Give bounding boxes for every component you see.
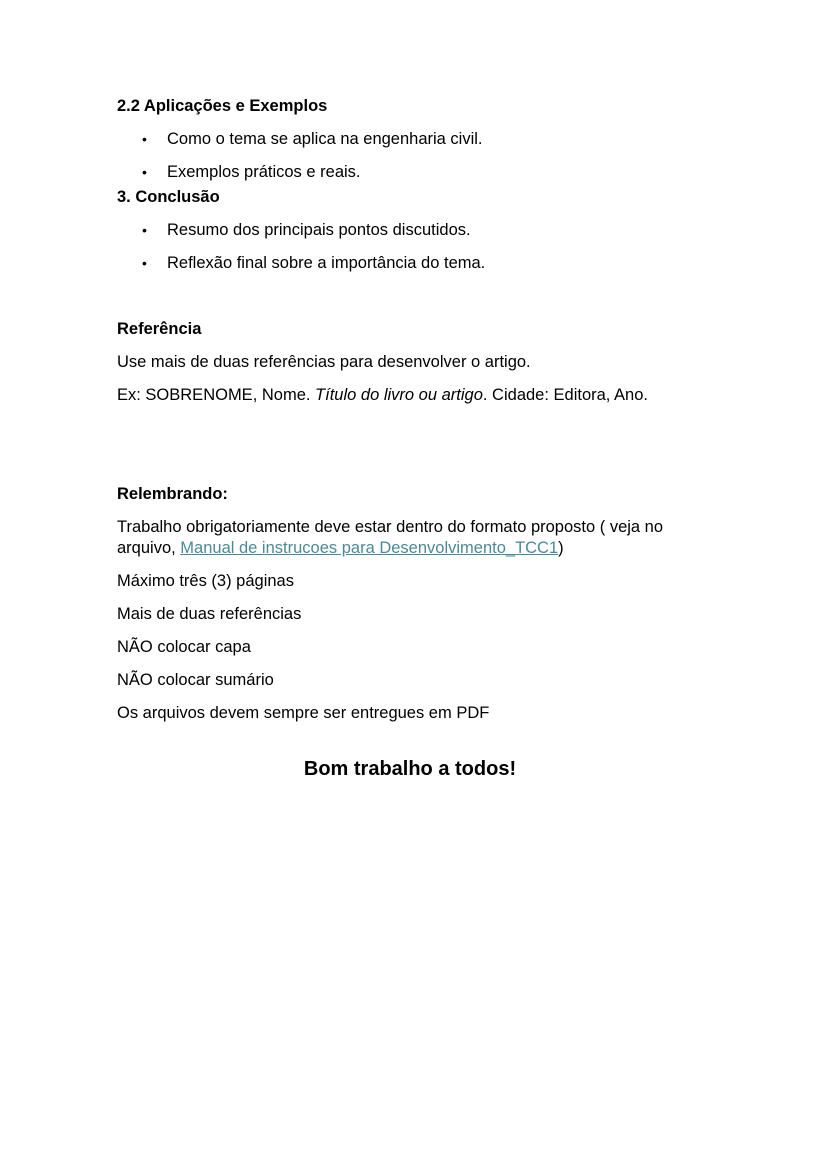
list-item	[117, 162, 677, 183]
relembrando-heading: Relembrando:	[117, 485, 228, 503]
list-item	[117, 253, 677, 274]
section-2-2-heading: 2.2 Aplicações e Exemplos	[117, 97, 328, 115]
bullet-icon: •	[142, 164, 147, 180]
list-item-text: Resumo dos principais pontos discutidos.	[167, 221, 471, 239]
referencia-heading: Referência	[117, 320, 202, 338]
relembrando-item: Os arquivos devem sempre ser entregues em PDF	[117, 704, 490, 722]
relembrando-item: Mais de duas referências	[117, 605, 302, 623]
spacer	[117, 286, 677, 319]
relembrando-item: NÃO colocar sumário	[117, 671, 274, 689]
document-content	[117, 96, 677, 781]
spacer	[117, 736, 677, 757]
relembrando-item: NÃO colocar capa	[117, 638, 251, 656]
bullet-icon: •	[142, 255, 147, 271]
rule-suffix: )	[558, 539, 564, 557]
section-3-heading: 3. Conclusão	[117, 188, 220, 206]
section-2-2-list	[117, 129, 677, 183]
list-item	[117, 129, 677, 150]
relembrando-format-rule	[117, 517, 677, 559]
rule-prefix: Trabalho obrigatoriamente deve estar dentro do formato proposto ( veja no arquivo,	[117, 518, 664, 557]
bullet-icon: •	[142, 131, 147, 147]
example-prefix: Ex: SOBRENOME, Nome.	[117, 386, 316, 404]
section-3-list	[117, 220, 677, 274]
list-item	[117, 220, 677, 241]
bullet-icon: •	[142, 222, 147, 238]
referencia-example	[117, 385, 677, 406]
list-item-text: Como o tema se aplica na engenharia civil.	[167, 130, 483, 148]
list-item-text: Exemplos práticos e reais.	[167, 163, 361, 181]
example-suffix: . Cidade: Editora, Ano.	[482, 386, 648, 404]
example-italic-title: Título do livro ou artigo	[315, 386, 483, 404]
closing-message: Bom trabalho a todos!	[303, 758, 517, 780]
referencia-text: Use mais de duas referências para desenvolver o artigo.	[117, 353, 531, 371]
spacer	[117, 418, 677, 484]
list-item-text: Reflexão final sobre a importância do tema.	[167, 254, 486, 272]
relembrando-item: Máximo três (3) páginas	[117, 572, 294, 590]
manual-link[interactable]: Manual de instrucoes para Desenvolvimento_TCC1	[180, 539, 559, 557]
